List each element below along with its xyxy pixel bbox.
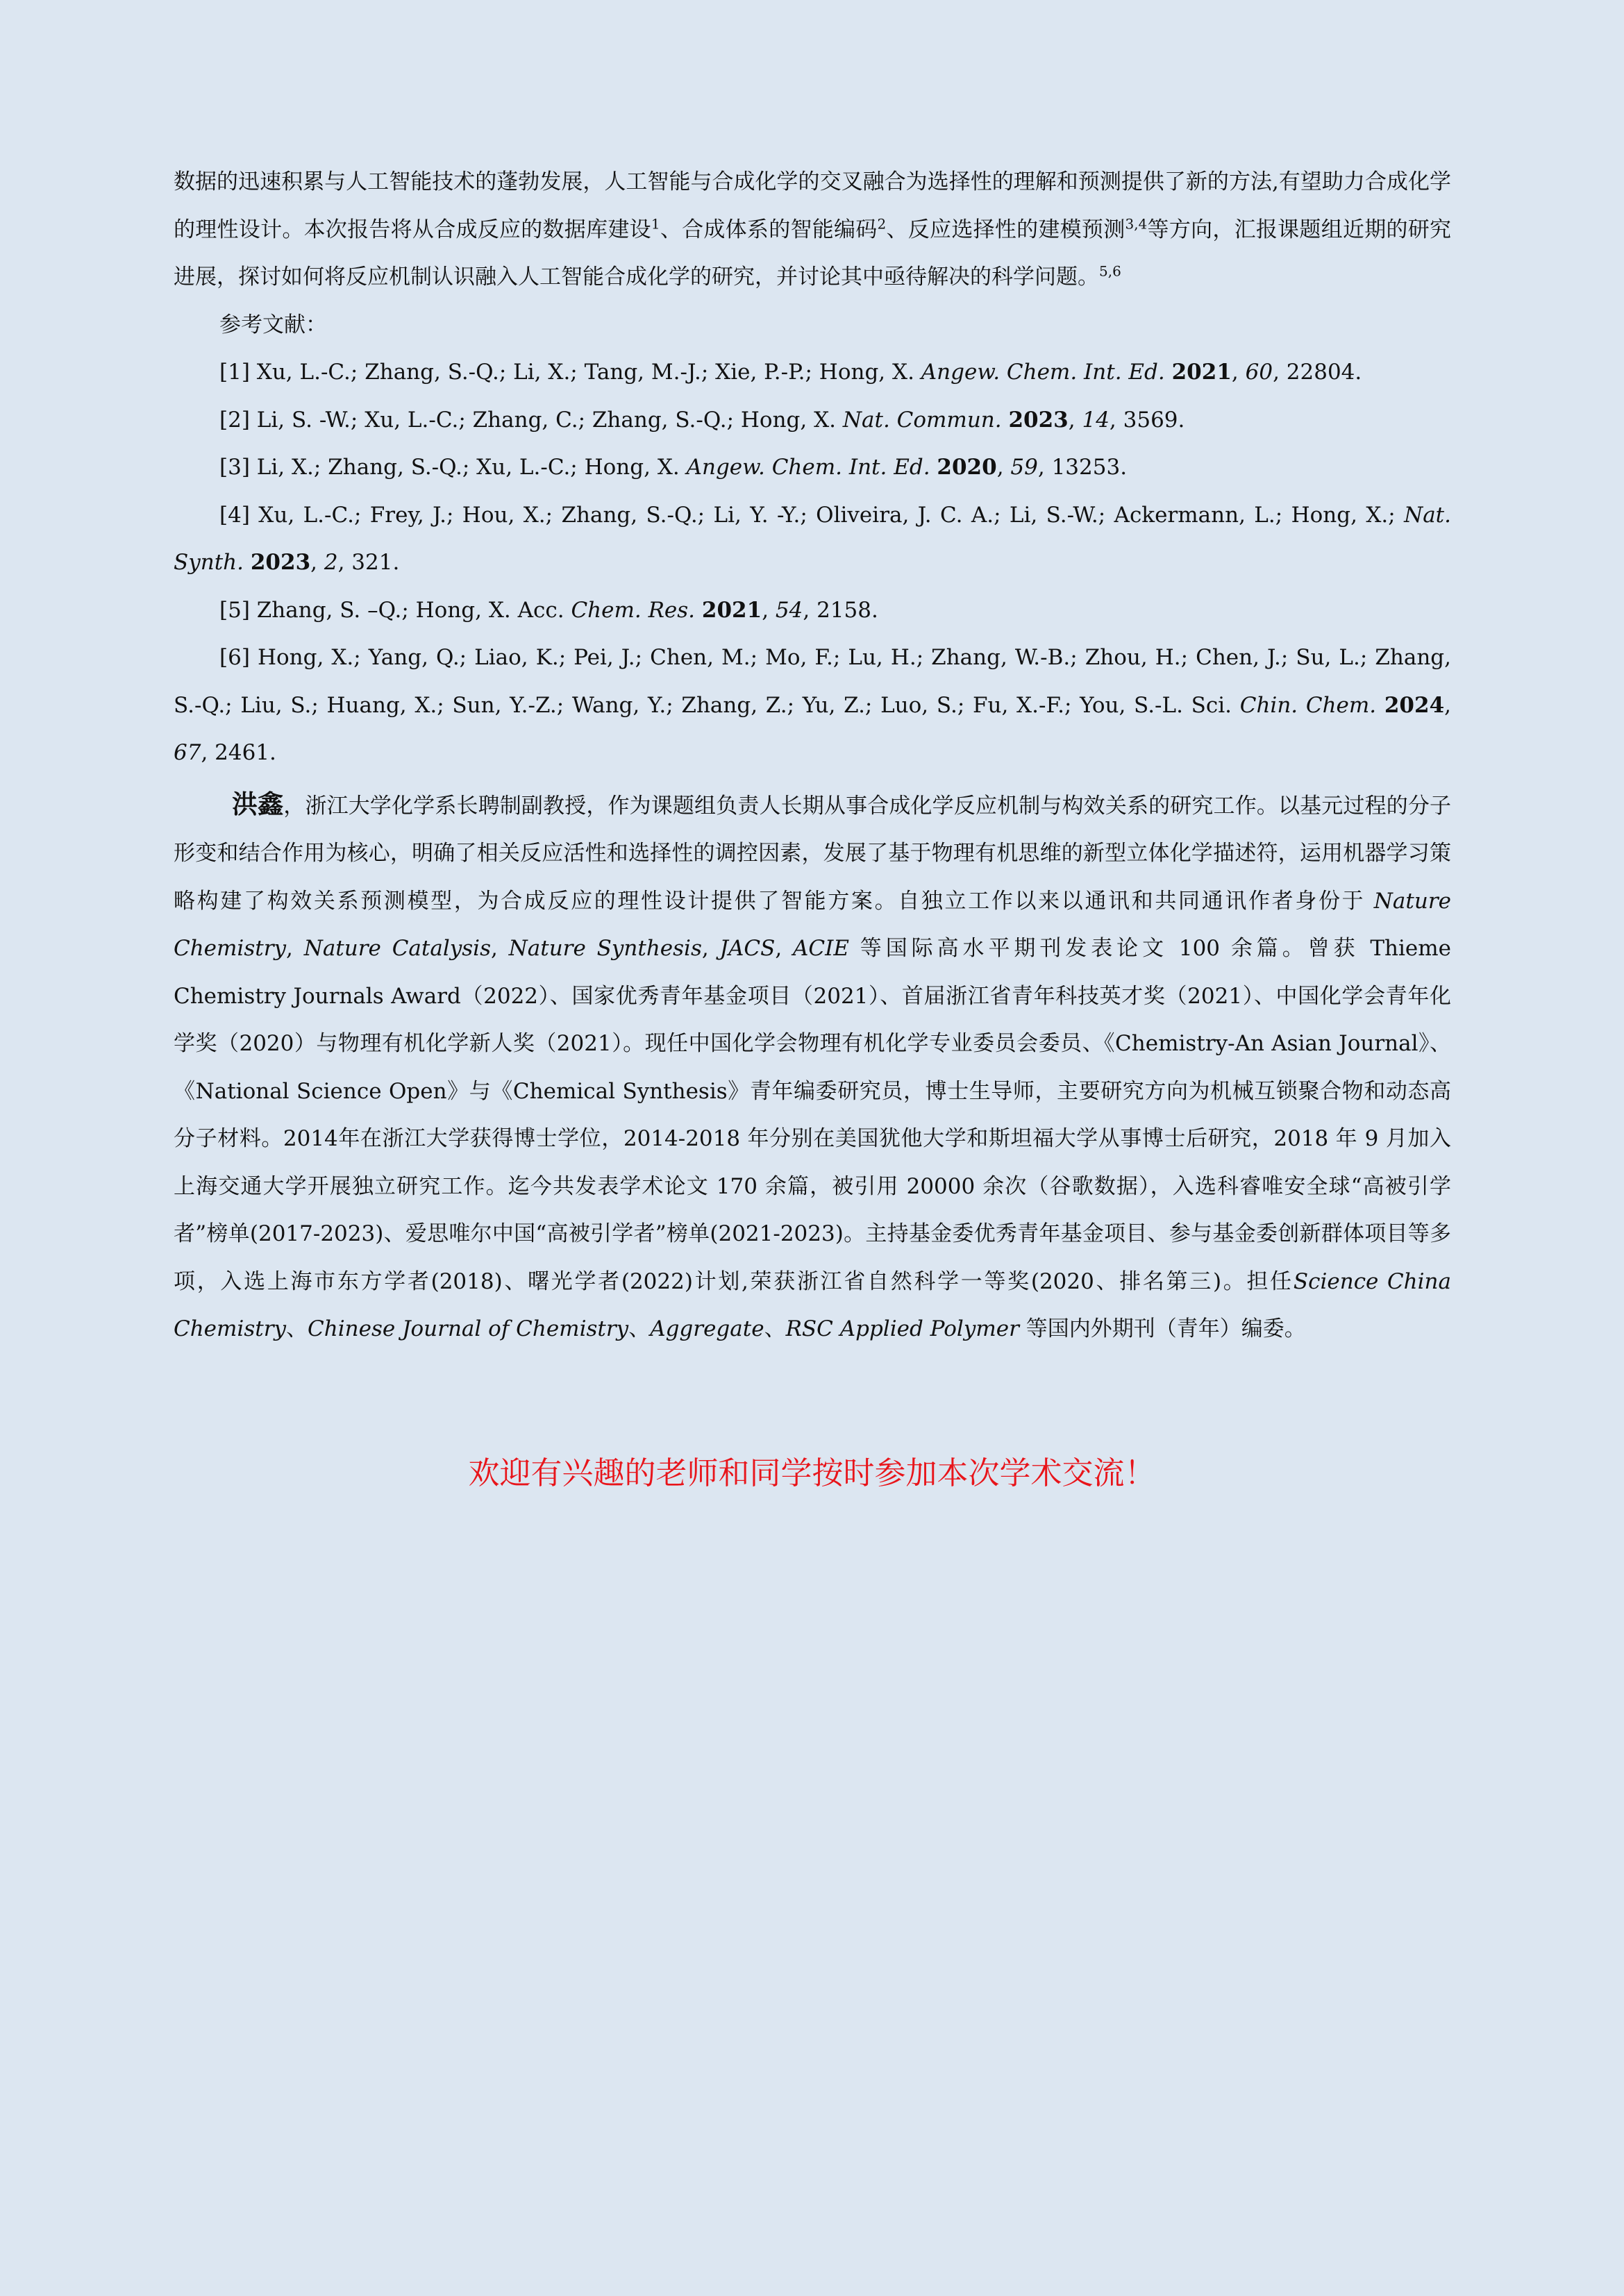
reference-authors: [5] Zhang, S. –Q.; Hong, X. Acc. — [219, 597, 571, 623]
citation-2: 2 — [877, 215, 887, 233]
reference-year: 2020 — [937, 455, 997, 480]
journal-name: Chinese Journal of Chemistry — [308, 1316, 629, 1341]
reference-authors: [6] Hong, X.; Yang, Q.; Liao, K.; Pei, J.; Chen, M.; Mo, F.; Lu, H.; Zhang, W.-B.; Zhou, H.; Chen, J.; Su, L.; Zhang, S.-Q.; Liu, S.; Huang, X.; Sun, Y.-Z.; Wang, Y.; Zhang, Z.; Yu, Z.; Luo, S.; Fu, X.-F.; You, S.-L. Sci. — [174, 645, 1451, 718]
reference-pages: , 2461. — [201, 740, 276, 765]
reference-item: [3] Li, X.; Zhang, S.-Q.; Xu, L.-C.; Hong, X. Angew. Chem. Int. Ed. 2020, 59, 13253. — [219, 455, 1128, 480]
bio-paragraph — [174, 781, 1451, 1353]
separator: 、 — [764, 1316, 786, 1341]
journal-name: ACIE — [792, 936, 849, 961]
separator: 、 — [628, 1316, 651, 1341]
reference-item: [4] Xu, L.-C.; Frey, J.; Hou, X.; Zhang, S.-Q.; Li, Y. -Y.; Oliveira, J. C. A.; Li, S.-W.; Ackermann, L.; Hong, X.; Nat. Synth. 2023, 2, 321. — [174, 502, 1451, 575]
reference-year: 2023 — [1008, 407, 1069, 433]
intro-line-2b: 、合成体系的智能编码 — [660, 217, 878, 242]
reference-item: [1] Xu, L.-C.; Zhang, S.-Q.; Li, X.; Tang, M.-J.; Xie, P.-P.; Hong, X. Angew. Chem. Int. Ed. 2021, 60, 22804. — [219, 360, 1362, 385]
reference-journal: Angew. Chem. Int. Ed. — [686, 455, 930, 480]
intro-line-2a: 合成化学的理性设计。本次报告将从合成反应的数据库建设 — [174, 169, 1451, 242]
intro-line-2c: 、反应选择性的建模预测 — [886, 217, 1125, 242]
document-body — [174, 158, 1451, 1353]
journal-name: Nature Chemistry — [174, 888, 1451, 961]
bio-text: 等国际高水平期刊发表论文 100 余篇。曾获 Thieme Chemistry Journals Award（2022）、国家优秀青年基金项目（2021）、首届浙江省青年科技英才奖（2021）、中国化学会青年化学奖（2020）与物理有机化学新人奖（2021）。现任中国化学会物理有机化学专业委员会委员、《Chemistry-An Asian Journal》、《National Science Open》与《Chemical Synthesis》青年编委研究员，博士生导师，主要研究方向为机械互锁聚合物和动态高分子材料。2014年在浙江大学获得博士学位，2014-2018 年分别在美国犹他大学和斯坦福大学从事博士后研究，2018 年 9 月加入上海交通大学开展独立研究工作。迄今共发表学术论文 170 余篇，被引用 20000 余次（谷歌数据），入选科睿唯安全球“高被引学者”榜单(2017-2023)、爱思唯尔中国“高被引学者”榜单(2021-2023)。主持基金委优秀青年基金项目、参与基金委创新群体项目等多项，入选上海市东方学者(2018)、曙光学者(2022)计划,荣获浙江省自然科学一等奖(2020、排名第三)。担任 — [174, 936, 1451, 1294]
separator: 、 — [286, 1316, 308, 1341]
reference-volume: 67 — [174, 740, 201, 765]
journal-name: Nature Synthesis — [508, 936, 702, 961]
reference-volume: 59 — [1010, 455, 1038, 480]
reference-journal: Chem. Res. — [571, 597, 696, 623]
reference-item: [5] Zhang, S. –Q.; Hong, X. Acc. Chem. Res. 2021, 54, 2158. — [219, 597, 878, 623]
reference-pages: , 13253. — [1037, 455, 1128, 480]
separator: , — [491, 936, 509, 961]
reference-authors: [4] Xu, L.-C.; Frey, J.; Hou, X.; Zhang, S.-Q.; Li, Y. -Y.; Oliveira, J. C. A.; Li, S.-W.; Ackermann, L.; Hong, X.; — [219, 502, 1405, 528]
reference-item: [2] Li, S. -W.; Xu, L.-C.; Zhang, C.; Zhang, S.-Q.; Hong, X. Nat. Commun. 2023, 14, 3569. — [219, 407, 1185, 433]
journal-name: JACS — [719, 936, 776, 961]
reference-volume: 2 — [324, 550, 338, 575]
reference-year: 2024 — [1384, 692, 1445, 718]
journal-name: Aggregate — [650, 1316, 764, 1341]
bio-text: ，浙江大学化学系长聘制副教授，作为课题组负责人长期从事合成化学反应机制与构效关系的研究工作。以基元过程的分子形变和结合作用为核心，明确了相关反应活性和选择性的调控因素，发展了基于物理有机思维的新型立体化学描述符，运用机器学习策略构建了构效关系预测模型，为合成反应的理性设计提供了智能方案。自独立工作以来以通讯和共同通讯作者身份于 — [174, 793, 1452, 914]
intro-line-3: 课题组近期的研究进展，探讨如何将反应机制认识融入人工智能合成化学的研究，并讨论其中亟待解决的科学问题。 — [174, 217, 1452, 290]
reference-authors: [2] Li, S. -W.; Xu, L.-C.; Zhang, C.; Zhang, S.-Q.; Hong, X. — [219, 407, 843, 433]
reference-pages: , 321. — [337, 550, 400, 575]
reference-journal: Nat. Synth. — [174, 502, 1451, 575]
journal-name: Nature Catalysis — [303, 936, 491, 961]
reference-volume: 14 — [1082, 407, 1110, 433]
journal-name: RSC Applied Polymer — [785, 1316, 1019, 1341]
reference-journal: Nat. Commun. — [842, 407, 1002, 433]
bio-text: 等国内外期刊（青年）编委。 — [1019, 1316, 1306, 1341]
reference-authors: [3] Li, X.; Zhang, S.-Q.; Xu, L.-C.; Hong, X. — [219, 455, 687, 480]
reference-pages: , 3569. — [1109, 407, 1185, 433]
welcome-message: 欢迎有兴趣的老师和同学按时参加本次学术交流！ — [468, 1455, 1156, 1491]
separator: , — [775, 936, 793, 961]
reference-journal: Angew. Chem. Int. Ed. — [921, 360, 1165, 385]
intro-line-2d: 等方向，汇报 — [1147, 217, 1278, 242]
reference-pages: , 2158. — [803, 597, 878, 623]
reference-volume: 60 — [1245, 360, 1273, 385]
speaker-name: 洪鑫 — [232, 789, 284, 819]
reference-year: 2021 — [701, 597, 762, 623]
reference-year: 2021 — [1171, 360, 1232, 385]
journal-name: Science China Chemistry — [174, 1268, 1452, 1341]
separator: , — [701, 936, 720, 961]
reference-item: [6] Hong, X.; Yang, Q.; Liao, K.; Pei, J.; Chen, M.; Mo, F.; Lu, H.; Zhang, W.-B.; Zhou, H.; Chen, J.; Su, L.; Zhang, S.-Q.; Liu, S.; Huang, X.; Sun, Y.-Z.; Wang, Y.; Zhang, Z.; Yu, Z.; Luo, S.; Fu, X.-F.; You, S.-L. Sci. Chin. Chem. 2024, 67, 2461. — [174, 645, 1451, 765]
citation-4: 5,6 — [1099, 262, 1121, 280]
reference-pages: , 22804. — [1273, 360, 1362, 385]
reference-volume: 54 — [775, 597, 803, 623]
separator: , — [286, 936, 304, 961]
reference-authors: [1] Xu, L.-C.; Zhang, S.-Q.; Li, X.; Tang, M.-J.; Xie, P.-P.; Hong, X. — [219, 360, 921, 385]
intro-line-1: 数据的迅速积累与人工智能技术的蓬勃发展，人工智能与合成化学的交叉融合为选择性的理解和预测提供了新的方法,有望助力 — [174, 169, 1365, 194]
reference-journal: Chin. Chem. — [1239, 692, 1377, 718]
citation-3: 3,4 — [1125, 215, 1148, 233]
references-heading: 参考文献： — [219, 312, 327, 337]
intro-paragraph — [174, 158, 1451, 301]
reference-year: 2023 — [250, 550, 311, 575]
citation-1: 1 — [651, 215, 660, 233]
